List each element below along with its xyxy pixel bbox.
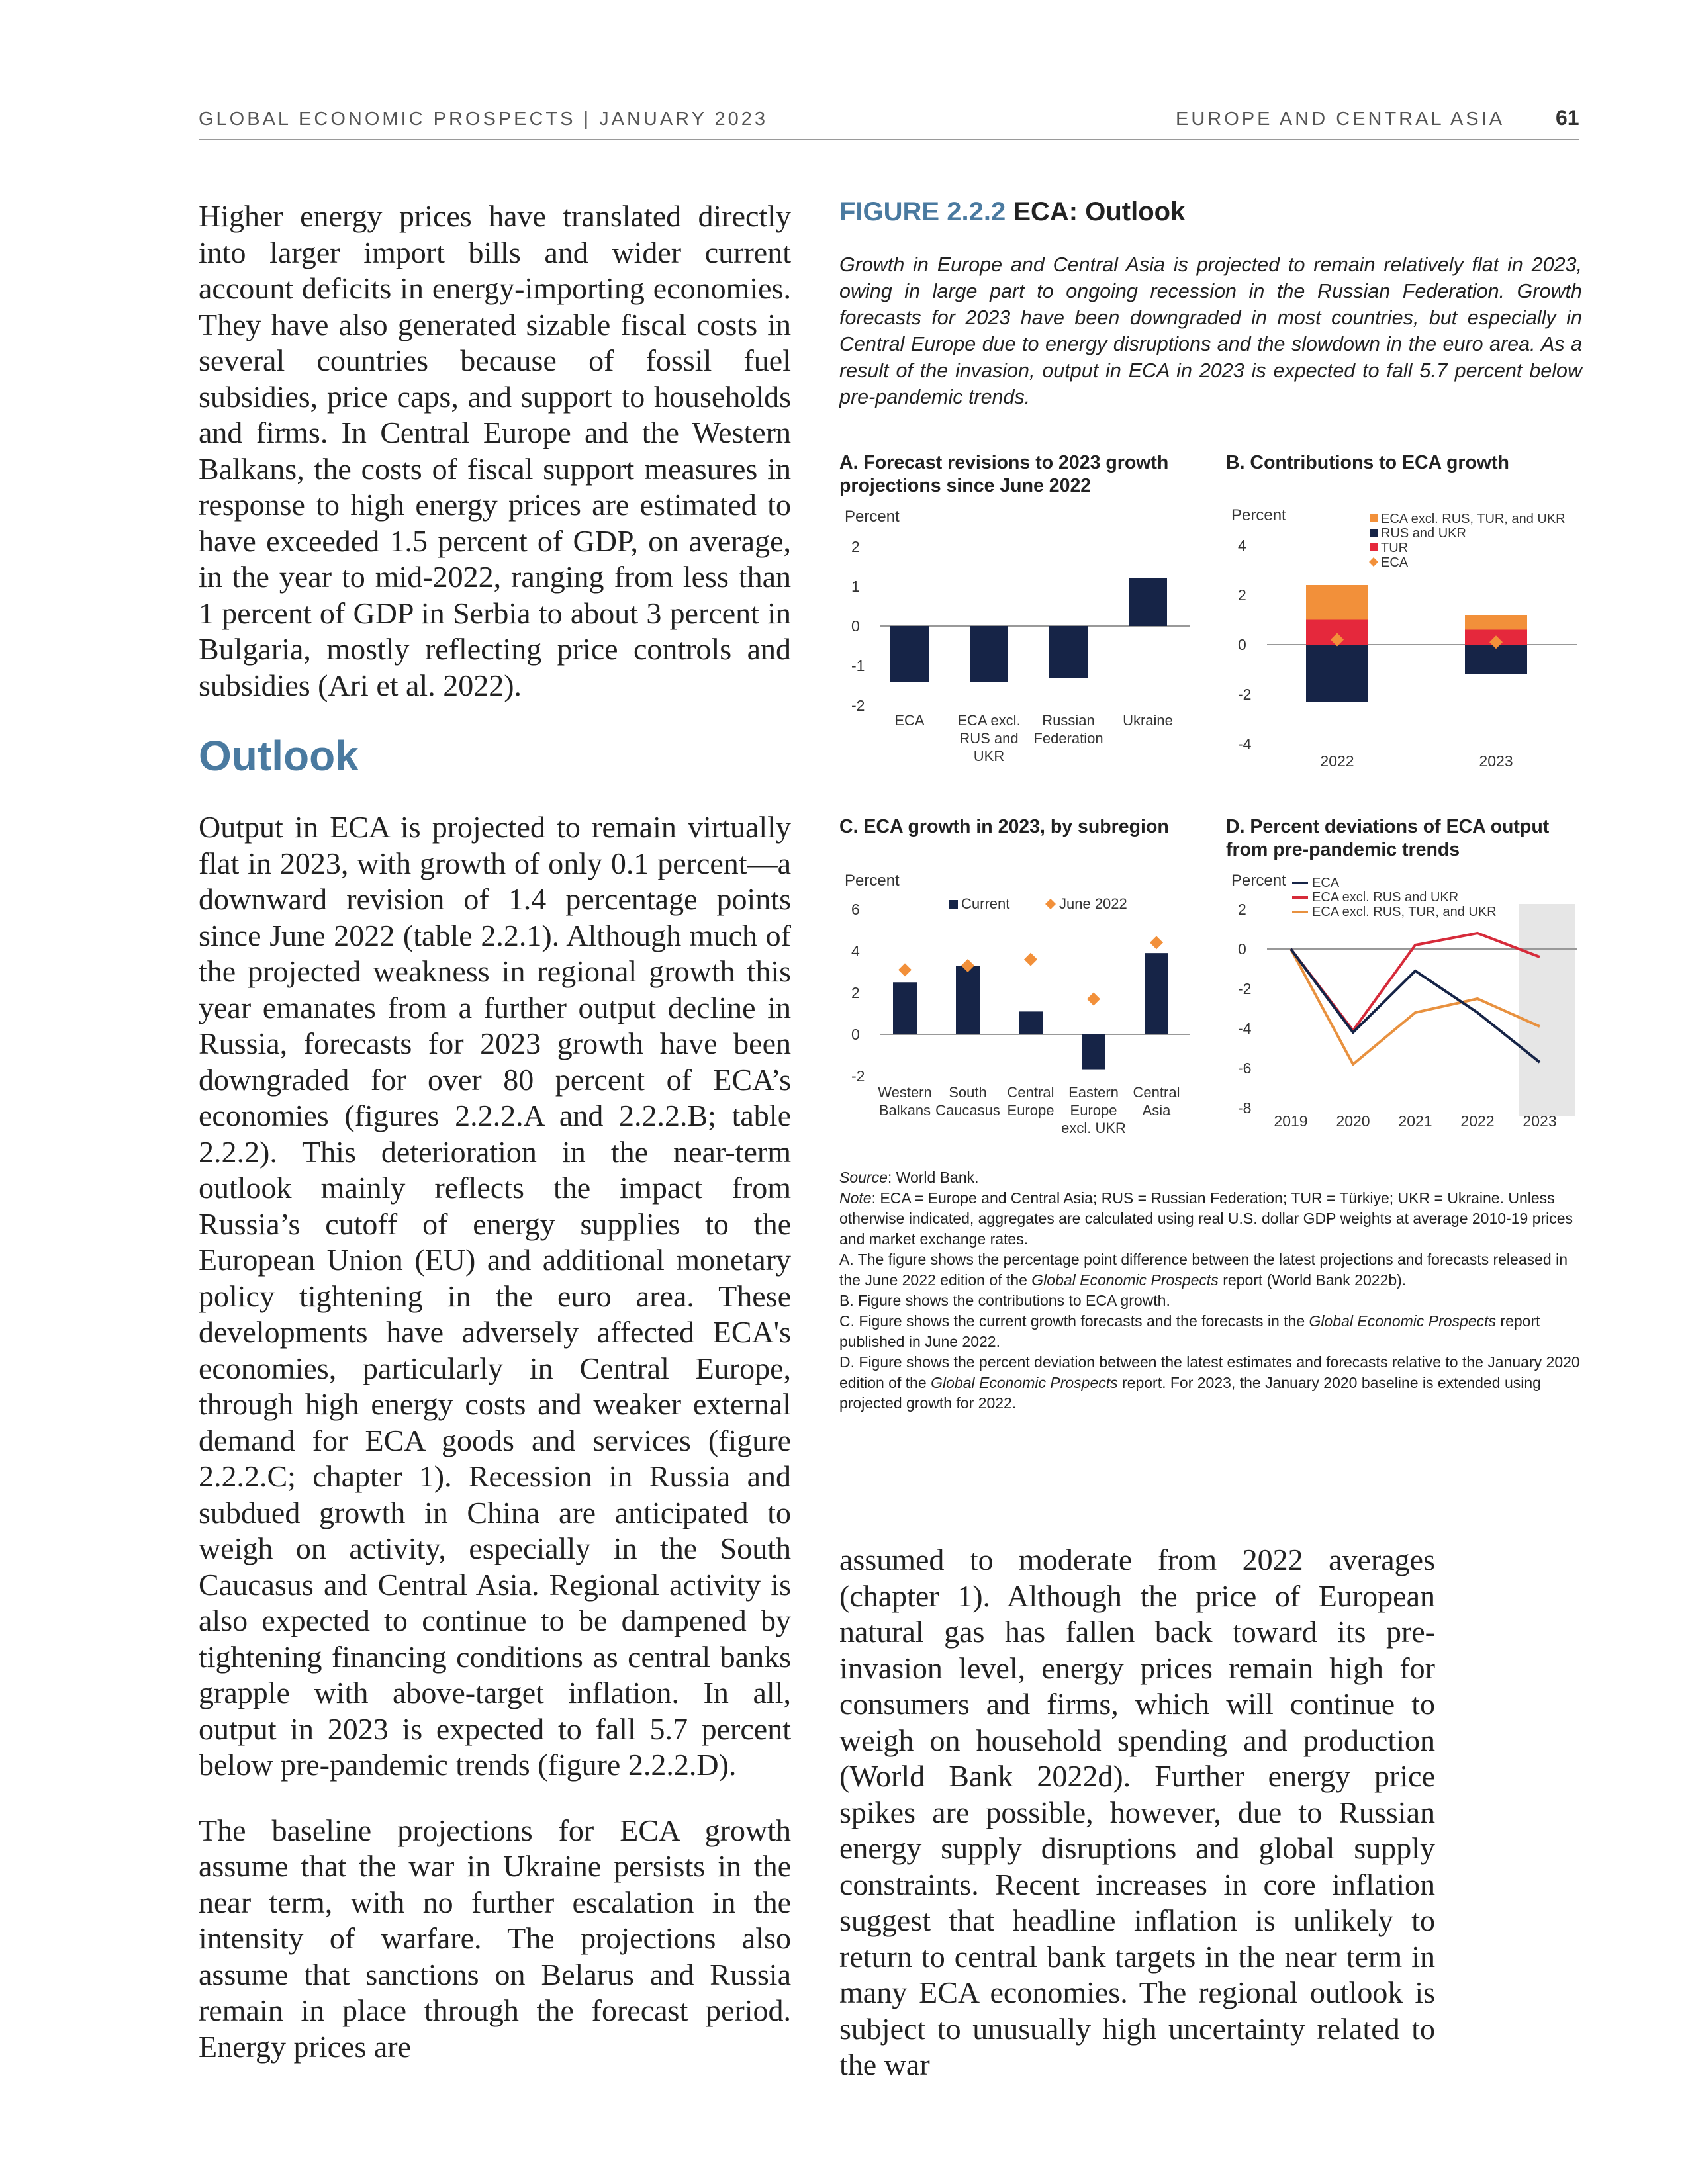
panel-d-title: D. Percent deviations of ECA output from pre-pandemic trends: [1226, 816, 1550, 860]
chart-a-xlabel: Federation: [1033, 730, 1103, 747]
chart-d-legend-label: ECA: [1312, 876, 1340, 890]
chart-c-legend-label: June 2022: [1059, 895, 1127, 912]
chart-a-ytick: -1: [851, 657, 865, 674]
panel-a-title: A. Forecast revisions to 2023 growth projections since June 2022: [839, 452, 1169, 496]
chart-c-june-marker: [1024, 953, 1037, 966]
chart-d-ytick: -6: [1238, 1060, 1252, 1077]
chart-b-legend-swatch: [1370, 514, 1378, 522]
chart-d-ytick: -8: [1238, 1099, 1252, 1116]
chart-c-xlabel: Balkans: [878, 1102, 931, 1118]
chart-a-xlabel: ECA: [894, 712, 925, 729]
section-heading-outlook: Outlook: [199, 732, 359, 780]
left-column: [199, 199, 791, 2065]
chart-c-june-marker: [1150, 936, 1163, 949]
chart-b-bar-segment: [1306, 585, 1368, 620]
chart-b-legend-marker: [1369, 557, 1378, 567]
chart-a-ytick: -2: [851, 697, 865, 714]
chart-d-xlabel: 2022: [1460, 1113, 1495, 1130]
chart-d-xlabel: 2023: [1523, 1113, 1557, 1130]
chart-c-june-marker: [898, 963, 912, 976]
chart-d-series-line: [1291, 949, 1540, 1064]
figure-title-text: ECA: Outlook: [1013, 197, 1186, 226]
chart-c-xlabel: Central: [1007, 1084, 1055, 1101]
chart-c-ytick: 4: [851, 942, 860, 960]
chart-a-xlabel: RUS and: [959, 730, 1019, 747]
chart-d-legend-label: ECA excl. RUS and UKR: [1312, 890, 1459, 905]
running-header-title: GLOBAL ECONOMIC PROSPECTS | JANUARY 2023: [199, 109, 768, 130]
chart-d-forecast-shading: [1519, 904, 1575, 1116]
chart-c-xlabel: Europe: [1070, 1102, 1117, 1118]
chart-b-ytick: -4: [1238, 735, 1252, 752]
chart-c-xlabel: South: [949, 1084, 987, 1101]
chart-c-legend-swatch: [949, 900, 958, 909]
chart-b-legend-label: ECA excl. RUS, TUR, and UKR: [1381, 512, 1566, 526]
panel-c-title: C. ECA growth in 2023, by subregion: [839, 816, 1169, 837]
figure-title: [839, 197, 1185, 227]
chart-c-legend-marker: [1045, 899, 1056, 909]
chart-b: [1226, 503, 1583, 774]
chart-b-ytick: 2: [1238, 586, 1246, 604]
chart-b-bar-segment: [1465, 645, 1527, 674]
chart-c-june-marker: [1087, 992, 1100, 1005]
chart-b-legend-label: TUR: [1381, 541, 1409, 555]
chart-d-series-line: [1291, 949, 1540, 1062]
chart-b-ytick: -2: [1238, 686, 1252, 703]
chart-c-bar: [956, 966, 980, 1034]
chart-a-xlabel: ECA excl.: [957, 712, 1021, 729]
chart-d-xlabel: 2021: [1398, 1113, 1432, 1130]
note-source: Source: World Bank.: [839, 1169, 979, 1186]
chart-c-ylabel: Percent: [845, 872, 900, 889]
chart-a-xlabel: Russian: [1042, 712, 1095, 729]
chart-d-xlabel: 2020: [1336, 1113, 1370, 1130]
chart-c-xlabel: excl. UKR: [1061, 1120, 1126, 1136]
figure-caption: Growth in Europe and Central Asia is projected to remain relatively flat in 2023, owing in large part to ongoing recession in the Russian Federation. Growth forecasts for 2023 have been downgraded in most countries, but especially in Central Europe due to energy disruptions and the slowdown in the euro area. As a result of the invasion, output in ECA in 2023 is expected to fall 5.7 percent below pre-pandemic trends.: [839, 253, 1582, 408]
chart-b-xlabel: 2022: [1320, 752, 1354, 770]
chart-d-ylabel: Percent: [1231, 872, 1286, 889]
chart-c-bar: [1145, 953, 1168, 1034]
figure-number: FIGURE 2.2.2: [839, 197, 1006, 226]
note-definitions: Note: ECA = Europe and Central Asia; RUS = Russian Federation; TUR = Türkiye; UKR = Ukraine. Unless otherwise indicated, aggregates are calculated using real U.S. dollar GDP weights at average 2010-19 prices and market exchange rates.: [839, 1189, 1573, 1248]
note-d: D. Figure shows the percent deviation between the latest estimates and forecasts relative to the January 2020 edition of the Global Economic Prospects report. For 2023, the January 2020 baseline is extended using projected growth for 2022.: [839, 1353, 1580, 1412]
chart-d-ytick: 0: [1238, 940, 1246, 958]
paragraph-baseline-assumptions: The baseline projections for ECA growth assume that the war in Ukraine persists in the near term, with no further escalation in the intensity of warfare. The projections also assume that sanctions on Belarus and Russia remain in place through the forecast period. Energy prices are: [199, 1813, 791, 2064]
chart-b-xlabel: 2023: [1479, 752, 1513, 770]
chart-a-bar: [1129, 578, 1167, 626]
chart-b-bar-segment: [1306, 645, 1368, 702]
chart-a-ylabel: Percent: [845, 508, 900, 525]
chart-c-bar: [1019, 1011, 1043, 1034]
chart-c-bar: [1082, 1034, 1105, 1070]
figure-notes: [839, 1167, 1582, 1414]
chart-b-ytick: 4: [1238, 537, 1246, 554]
chart-c-ytick: 0: [851, 1026, 860, 1043]
chart-a: [839, 503, 1197, 774]
note-c: C. Figure shows the current growth forecasts and the forecasts in the Global Economic Prospects report published in June 2022.: [839, 1312, 1540, 1350]
chart-c-xlabel: Eastern: [1068, 1084, 1119, 1101]
paragraph-outlook: Output in ECA is projected to remain virtually flat in 2023, with growth of only 0.1 percent—a downward revision of 1.4 percentage points since June 2022 (table 2.2.1). Although much of the projected weakness in regional growth this year emanates from a further output decline in Russia, forecasts for 2023 growth have been downgraded for over 80 percent of ECA’s economies (figures 2.2.2.A and 2.2.2.B; table 2.2.2). This deterioration in the near-term outlook mainly reflects the impact from Russia’s cutoff of energy supplies to the European Union (EU) and additional monetary policy tightening in the euro area. These developments have adversely affected ECA's economies, particularly in Central Europe, through high energy costs and weaker external demand for ECA goods and services (figure 2.2.2.C; chapter 1). Recession in Russia and subdued growth in China are anticipated to weigh on activity, especially in the South Caucasus and Central Asia. Regional activity is also expected to continue to be dampened by tightening financing conditions as central banks grapple with above-target inflation. In all, output in 2023 is expected to fall 5.7 percent below pre-pandemic trends (figure 2.2.2.D).: [199, 810, 791, 1782]
paragraph-energy-outlook-continued: assumed to moderate from 2022 averages (chapter 1). Although the price of European natural gas has fallen back toward its pre-invasion level, energy prices remain high for consumers and firms, which will continue to weigh on household spending and production (World Bank 2022d). Further energy price spikes are possible, however, due to Russian energy supply disruptions and global supply constraints. Recent increases in core inflation suggest that headline inflation is unlikely to return to central bank targets in the near term in many ECA economies. The regional outlook is subject to unusually high uncertainty related to the war: [839, 1543, 1435, 2081]
chart-b-legend-label: RUS and UKR: [1381, 526, 1466, 541]
chart-c: [839, 867, 1197, 1145]
chart-c-legend-label: Current: [961, 895, 1010, 912]
page-number: 61: [1556, 106, 1579, 130]
chart-b-legend-swatch: [1370, 543, 1378, 551]
chart-d-xlabel: 2019: [1274, 1113, 1308, 1130]
chart-c-ytick: -2: [851, 1068, 865, 1085]
note-a: A. The figure shows the percentage point difference between the latest projections and forecasts released in the June 2022 edition of the Global Economic Prospects report (World Bank 2022b).: [839, 1251, 1568, 1289]
chart-b-ytick: 0: [1238, 636, 1246, 653]
chart-c-xlabel: Europe: [1007, 1102, 1055, 1118]
chart-d-ytick: -2: [1238, 980, 1252, 997]
chart-c-xlabel: Asia: [1142, 1102, 1171, 1118]
chart-a-bar: [970, 626, 1008, 682]
chart-a-xlabel: Ukraine: [1123, 712, 1173, 729]
chart-b-legend-swatch: [1370, 529, 1378, 537]
chart-a-bar: [1049, 626, 1088, 678]
chart-b-bar-segment: [1465, 615, 1527, 630]
chart-d-legend-label: ECA excl. RUS, TUR, and UKR: [1312, 905, 1497, 919]
chart-c-ytick: 2: [851, 984, 860, 1001]
chart-d-ytick: -4: [1238, 1020, 1252, 1037]
note-b: B. Figure shows the contributions to ECA growth.: [839, 1292, 1170, 1309]
chart-c-ytick: 6: [851, 901, 860, 918]
chart-a-ytick: 0: [851, 617, 860, 635]
running-header-section: EUROPE AND CENTRAL ASIA: [1176, 109, 1505, 130]
chart-a-ytick: 1: [851, 578, 860, 595]
chart-a-xlabel: UKR: [973, 748, 1005, 764]
chart-d: [1226, 867, 1583, 1145]
chart-a-ytick: 2: [851, 538, 860, 555]
chart-a-bar: [890, 626, 929, 682]
chart-c-bar: [893, 982, 917, 1034]
header-rule: [199, 139, 1579, 140]
chart-c-xlabel: Caucasus: [935, 1102, 1000, 1118]
panel-b-title: B. Contributions to ECA growth: [1226, 452, 1509, 473]
chart-b-legend-label: ECA: [1381, 555, 1409, 570]
chart-c-xlabel: Western: [878, 1084, 932, 1101]
chart-c-xlabel: Central: [1133, 1084, 1180, 1101]
paragraph-energy-prices: Higher energy prices have translated directly into larger import bills and wider current account deficits in energy-importing economies. They have also generated sizable fiscal costs in several countries because of fossil fuel subsidies, price caps, and support to households and firms. In Central Europe and the Western Balkans, the costs of fiscal support measures in response to high energy prices are estimated to have exceeded 1.5 percent of GDP, on average, in the year to mid-2022, ranging from less than 1 percent of GDP in Serbia to about 3 percent in Bulgaria, mostly reflecting price controls and subsidies (Ari et al. 2022).: [199, 199, 791, 702]
chart-d-ytick: 2: [1238, 901, 1246, 918]
chart-b-ylabel: Percent: [1231, 506, 1286, 524]
